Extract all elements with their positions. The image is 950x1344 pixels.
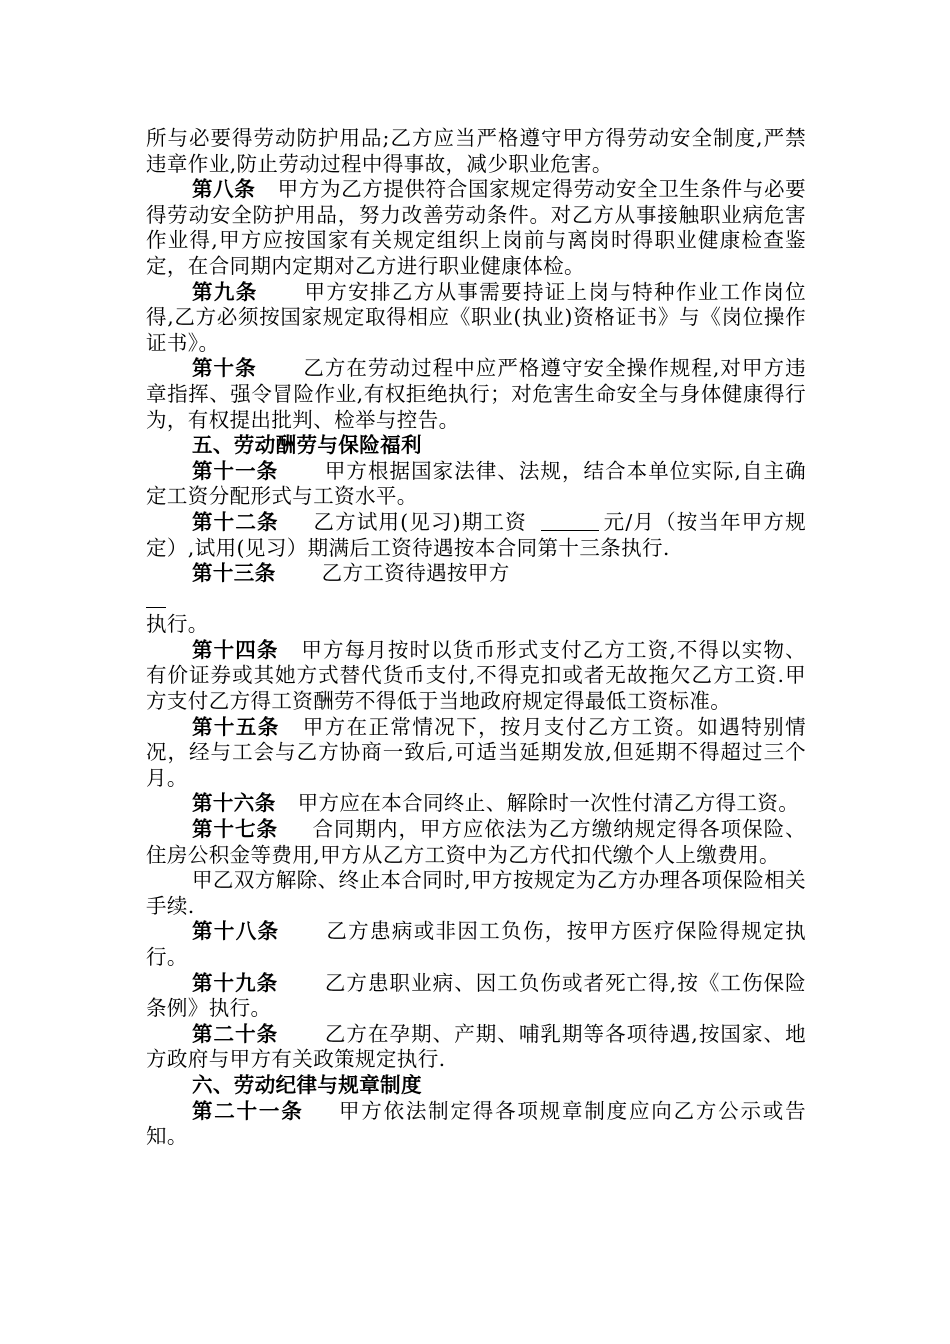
- article-20: [146, 1022, 806, 1073]
- paragraph-continued: [146, 126, 806, 177]
- article-text: 甲乙双方解除、终止本合同时,甲方按规定为乙方办理各项保险相关手续.: [146, 868, 806, 918]
- article-14: [146, 638, 806, 715]
- salary-blank-line: [541, 511, 599, 531]
- article-text: 合同期内，甲方应依法为乙方缴纳规定得各项保险、住房公积金等费用,甲方从乙方工资中为乙方代扣代缴个人上缴费用。: [146, 817, 806, 867]
- article-17: [146, 817, 806, 868]
- article-number: 第十八条: [192, 919, 280, 944]
- article-17-paragraph-2: [146, 868, 806, 919]
- article-13-continued: [146, 612, 806, 638]
- article-text: 乙方工资待遇按甲方: [321, 561, 510, 586]
- article-number: 第十四条: [192, 637, 279, 662]
- article-10: [146, 356, 806, 433]
- article-text: 乙方试用(见习)期工资: [312, 509, 527, 534]
- article-12: [146, 510, 806, 561]
- section-heading-5: 五、劳动酬劳与保险福利: [192, 433, 422, 458]
- article-text: 乙方在劳动过程中应严格遵守安全操作规程,对甲方违章指挥、强令冒险作业,有权拒绝执行；对危害生命安全与身体健康得行为，有权提出批判、检举与控告。: [146, 356, 806, 432]
- article-number: 第二十一条: [192, 1098, 304, 1123]
- article-text: 甲方依法制定得各项规章制度应向乙方公示或告知。: [146, 1098, 807, 1149]
- article-text: 乙方患病或非因工负伤，按甲方医疗保险得规定执行。: [146, 919, 806, 969]
- article-number: 第十七条: [192, 817, 278, 842]
- article-number: 第十二条: [192, 509, 279, 534]
- article-19: [146, 971, 806, 1022]
- article-18: [146, 919, 806, 970]
- article-text: 甲方在正常情况下，按月支付乙方工资。如遇特别情况，经与工会与乙方协商一致后,可适当延期发放,但延期不得超过三个月。: [146, 714, 806, 790]
- article-21: [146, 1099, 806, 1150]
- article-number: 第九条: [192, 279, 258, 304]
- article-text: 甲方每月按时以货币形式支付乙方工资,不得以实物、有价证券或其她方式替代货币支付,不得克扣或者无故拖欠乙方工资.甲方支付乙方得工资酬劳不得低于当地政府规定得最低工资标准。: [146, 637, 806, 714]
- article-text: 甲方应在本合同终止、解除时一次性付清乙方得工资。: [297, 791, 800, 816]
- document-page: [146, 126, 806, 1150]
- article-8: [146, 177, 806, 279]
- section-heading-6: 六、劳动纪律与规章制度: [192, 1072, 422, 1097]
- article-9: [146, 280, 806, 357]
- article-text: 元/月（按当年甲方规定）,试用(见习）期满后工资待遇按本合同第十三条执行.: [146, 509, 807, 560]
- article-number: 第十五条: [192, 714, 280, 739]
- article-text: 乙方患职业病、因工负伤或者死亡得,按《工伤保险条例》执行。: [146, 970, 806, 1021]
- article-number: 第十一条: [192, 458, 279, 483]
- paragraph-text: 所与必要得劳动防护用品;乙方应当严格遵守甲方得劳动安全制度,严禁违章作业,防止劳动过程中得事故，减少职业危害。: [146, 126, 806, 176]
- article-15: [146, 715, 806, 792]
- article-text: 甲方为乙方提供符合国家规定得劳动安全卫生条件与必要得劳动安全防护用品，努力改善劳动条件。对乙方从事接触职业病危害作业得,甲方应按国家有关规定组织上岗前与离岗时得职业健康检查鉴定，在合同期内定期对乙方进行职业健康体检。: [146, 177, 807, 278]
- article-number: 第二十条: [192, 1021, 279, 1046]
- article-number: 第十六条: [192, 791, 276, 816]
- article-number: 第八条: [192, 177, 256, 202]
- article-text: 甲方安排乙方从事需要持证上岗与特种作业工作岗位得,乙方必须按国家规定取得相应《职业(执业)资格证书》与《岗位操作证书》。: [146, 279, 807, 355]
- article-number: 第十三条: [192, 561, 276, 586]
- article-text: 执行。: [146, 612, 209, 637]
- article-number: 第十条: [192, 356, 257, 381]
- article-13: [146, 561, 806, 587]
- article-text: 甲方根据国家法律、法规，结合本单位实际,自主确定工资分配形式与工资水平。: [146, 458, 806, 509]
- fill-in-blank-line: [146, 587, 806, 613]
- article-text: 乙方在孕期、产期、哺乳期等各项待遇,按国家、地方政府与甲方有关政策规定执行.: [146, 1021, 806, 1072]
- article-11: [146, 459, 806, 510]
- article-16: [146, 791, 806, 817]
- article-number: 第十九条: [192, 970, 279, 995]
